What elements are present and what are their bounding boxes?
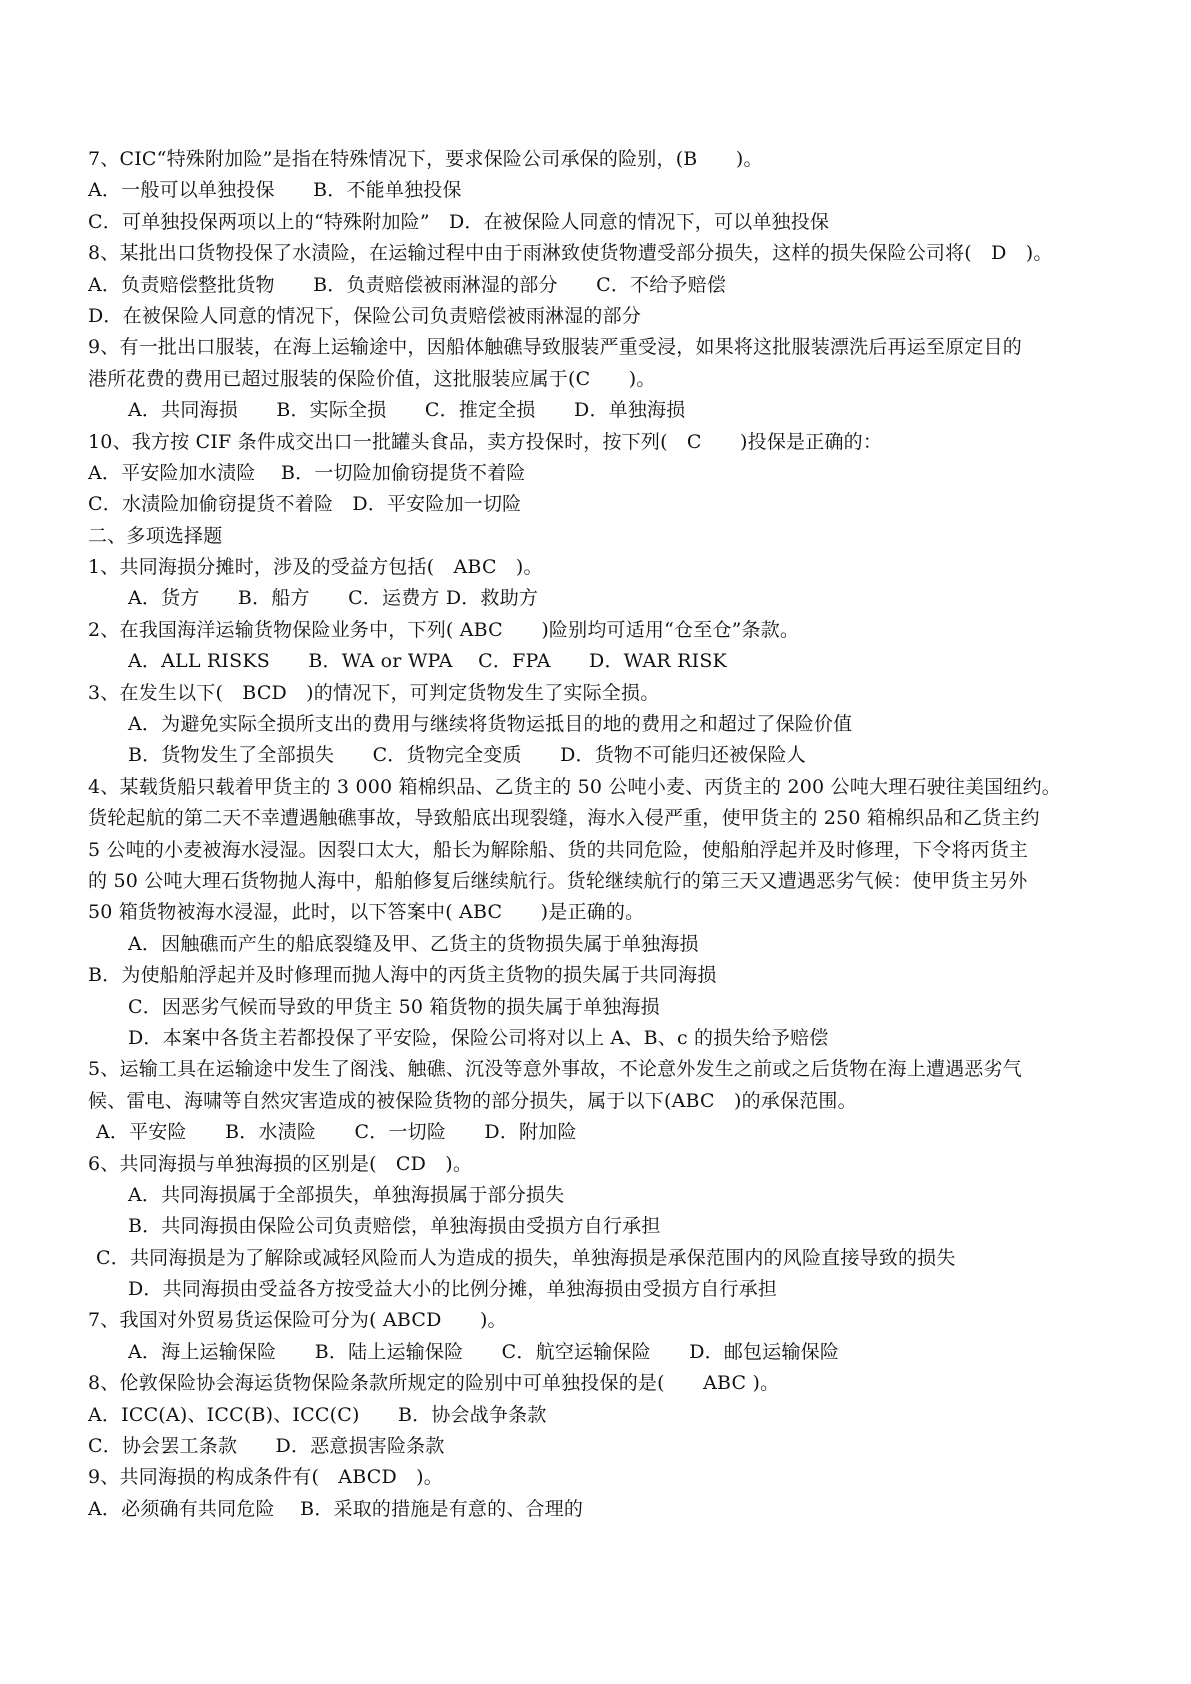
text-line: A．海上运输保险 B．陆上运输保险 C．航空运输保险 D．邮包运输保险 (128, 1340, 840, 1363)
text-line: 8、伦敦保险协会海运货物保险条款所规定的险别中可单独投保的是( ABC )。 (88, 1372, 780, 1395)
text-line: B．共同海损由保险公司负责赔偿，单独海损由受损方自行承担 (128, 1215, 661, 1238)
text-line: A．共同海损属于全部损失，单独海损属于部分损失 (128, 1183, 565, 1206)
text-line: 7、我国对外贸易货运保险可分为( ABCD )。 (88, 1309, 507, 1332)
text-line: 5 公吨的小麦被海水浸湿。因裂口太大，船长为解除船、货的共同危险，使船舶浮起并及时修理，下令将丙货主 (88, 838, 1029, 861)
text-line: C．可单独投保两项以上的“特殊附加险” D．在被保险人同意的情况下，可以单独投保 (88, 210, 830, 233)
text-line: 7、CIC“特殊附加险”是指在特殊情况下，要求保险公司承保的险别，(B )。 (88, 148, 763, 170)
text-line: 50 箱货物被海水浸湿，此时，以下答案中( ABC )是正确的。 (88, 901, 645, 924)
text-line: C．水渍险加偷窃提货不着险 D．平安险加一切险 (88, 493, 522, 516)
document-body (88, 144, 1118, 1525)
text-line: 4、某载货船只载着甲货主的 3 000 箱棉织品、乙货主的 50 公吨小麦、丙货主的 200 公吨大理石驶往美国纽约。 (88, 775, 1061, 798)
text-line: 9、共同海损的构成条件有( ABCD )。 (88, 1466, 443, 1489)
text-line: D．在被保险人同意的情况下，保险公司负责赔偿被雨淋湿的部分 (88, 304, 642, 327)
text-line: C．协会罢工条款 D．恶意损害险条款 (88, 1435, 445, 1458)
text-line: C．因恶劣气候而导致的甲货主 50 箱货物的损失属于单独海损 (128, 995, 660, 1018)
text-line: A．共同海损 B．实际全损 C．推定全损 D．单独海损 (128, 399, 686, 422)
text-line: A．平安险加水渍险 B．一切险加偷窃提货不着险 (88, 461, 526, 484)
text-line: B．为使船舶浮起并及时修理而抛人海中的丙货主货物的损失属于共同海损 (88, 964, 717, 987)
text-line: D．本案中各货主若都投保了平安险，保险公司将对以上 A、B、c 的损失给予赔偿 (128, 1026, 829, 1049)
text-line: 10、我方按 CIF 条件成交出口一批罐头食品，卖方投保时，按下列( C )投保是正确的： (88, 430, 883, 453)
text-line: 9、有一批出口服装，在海上运输途中，因船体触礁导致服装严重受浸，如果将这批服装漂洗后再运至原定目的 (88, 336, 1022, 359)
text-line: 的 50 公吨大理石货物抛人海中，船舶修复后继续航行。货轮继续航行的第三天又遭遇恶劣气候：使甲货主另外 (88, 869, 1028, 892)
text-line: C．共同海损是为了解除或减轻风险而人为造成的损失，单独海损是承保范围内的风险直接导致的损失 (96, 1246, 956, 1269)
text-line: 港所花费的费用已超过服装的保险价值，这批服装应属于(C )。 (88, 367, 656, 390)
text-line: A．货方 B．船方 C．运费方 D．救助方 (128, 587, 539, 610)
text-line: A．一般可以单独投保 B．不能单独投保 (88, 179, 462, 202)
text-line: 3、在发生以下( BCD )的情况下，可判定货物发生了实际全损。 (88, 681, 660, 704)
text-line: 1、共同海损分摊时，涉及的受益方包括( ABC )。 (88, 556, 543, 579)
text-line: A．因触礁而产生的船底裂缝及甲、乙货主的货物损失属于单独海损 (128, 932, 699, 955)
text-line: 货轮起航的第二天不幸遭遇触礁事故，导致船底出现裂缝，海水入侵严重，使甲货主的 250 箱棉织品和乙货主约 (88, 807, 1040, 830)
text-line: A．平安险 B．水渍险 C．一切险 D．附加险 (96, 1121, 577, 1144)
text-line: B．货物发生了全部损失 C．货物完全变质 D．货物不可能归还被保险人 (128, 744, 806, 767)
text-line: A．ALL RISKS B．WA or WPA C．FPA D．WAR RISK (128, 650, 727, 673)
text-line: 6、共同海损与单独海损的区别是( CD )。 (88, 1152, 473, 1175)
text-line: 5、运输工具在运输途中发生了阁浅、触礁、沉没等意外事故，不论意外发生之前或之后货物在海上遭遇恶劣气 (88, 1058, 1022, 1081)
text-line: A．为避免实际全损所支出的费用与继续将货物运抵目的地的费用之和超过了保险价值 (128, 713, 853, 736)
text-line: 8、某批出口货物投保了水渍险，在运输过程中由于雨淋致使货物遭受部分损失，这样的损失保险公司将( D )。 (88, 242, 1053, 265)
text-line: 2、在我国海洋运输货物保险业务中，下列( ABC )险别均可适用“仓至仓”条款。 (88, 618, 800, 641)
text-line: D．共同海损由受益各方按受益大小的比例分摊，单独海损由受损方自行承担 (128, 1278, 778, 1301)
text-line: A．必须确有共同危险 B．采取的措施是有意的、合理的 (88, 1497, 584, 1520)
text-line: 候、雷电、海啸等自然灾害造成的被保险货物的部分损失，属于以下(ABC )的承保范围。 (88, 1089, 857, 1112)
text-line: A．负责赔偿整批货物 B．负责赔偿被雨淋湿的部分 C．不给予赔偿 (88, 273, 727, 296)
text-line: A．ICC(A)、ICC(B)、ICC(C) B．协会战争条款 (88, 1403, 547, 1426)
text-line: 二、多项选择题 (88, 524, 223, 547)
